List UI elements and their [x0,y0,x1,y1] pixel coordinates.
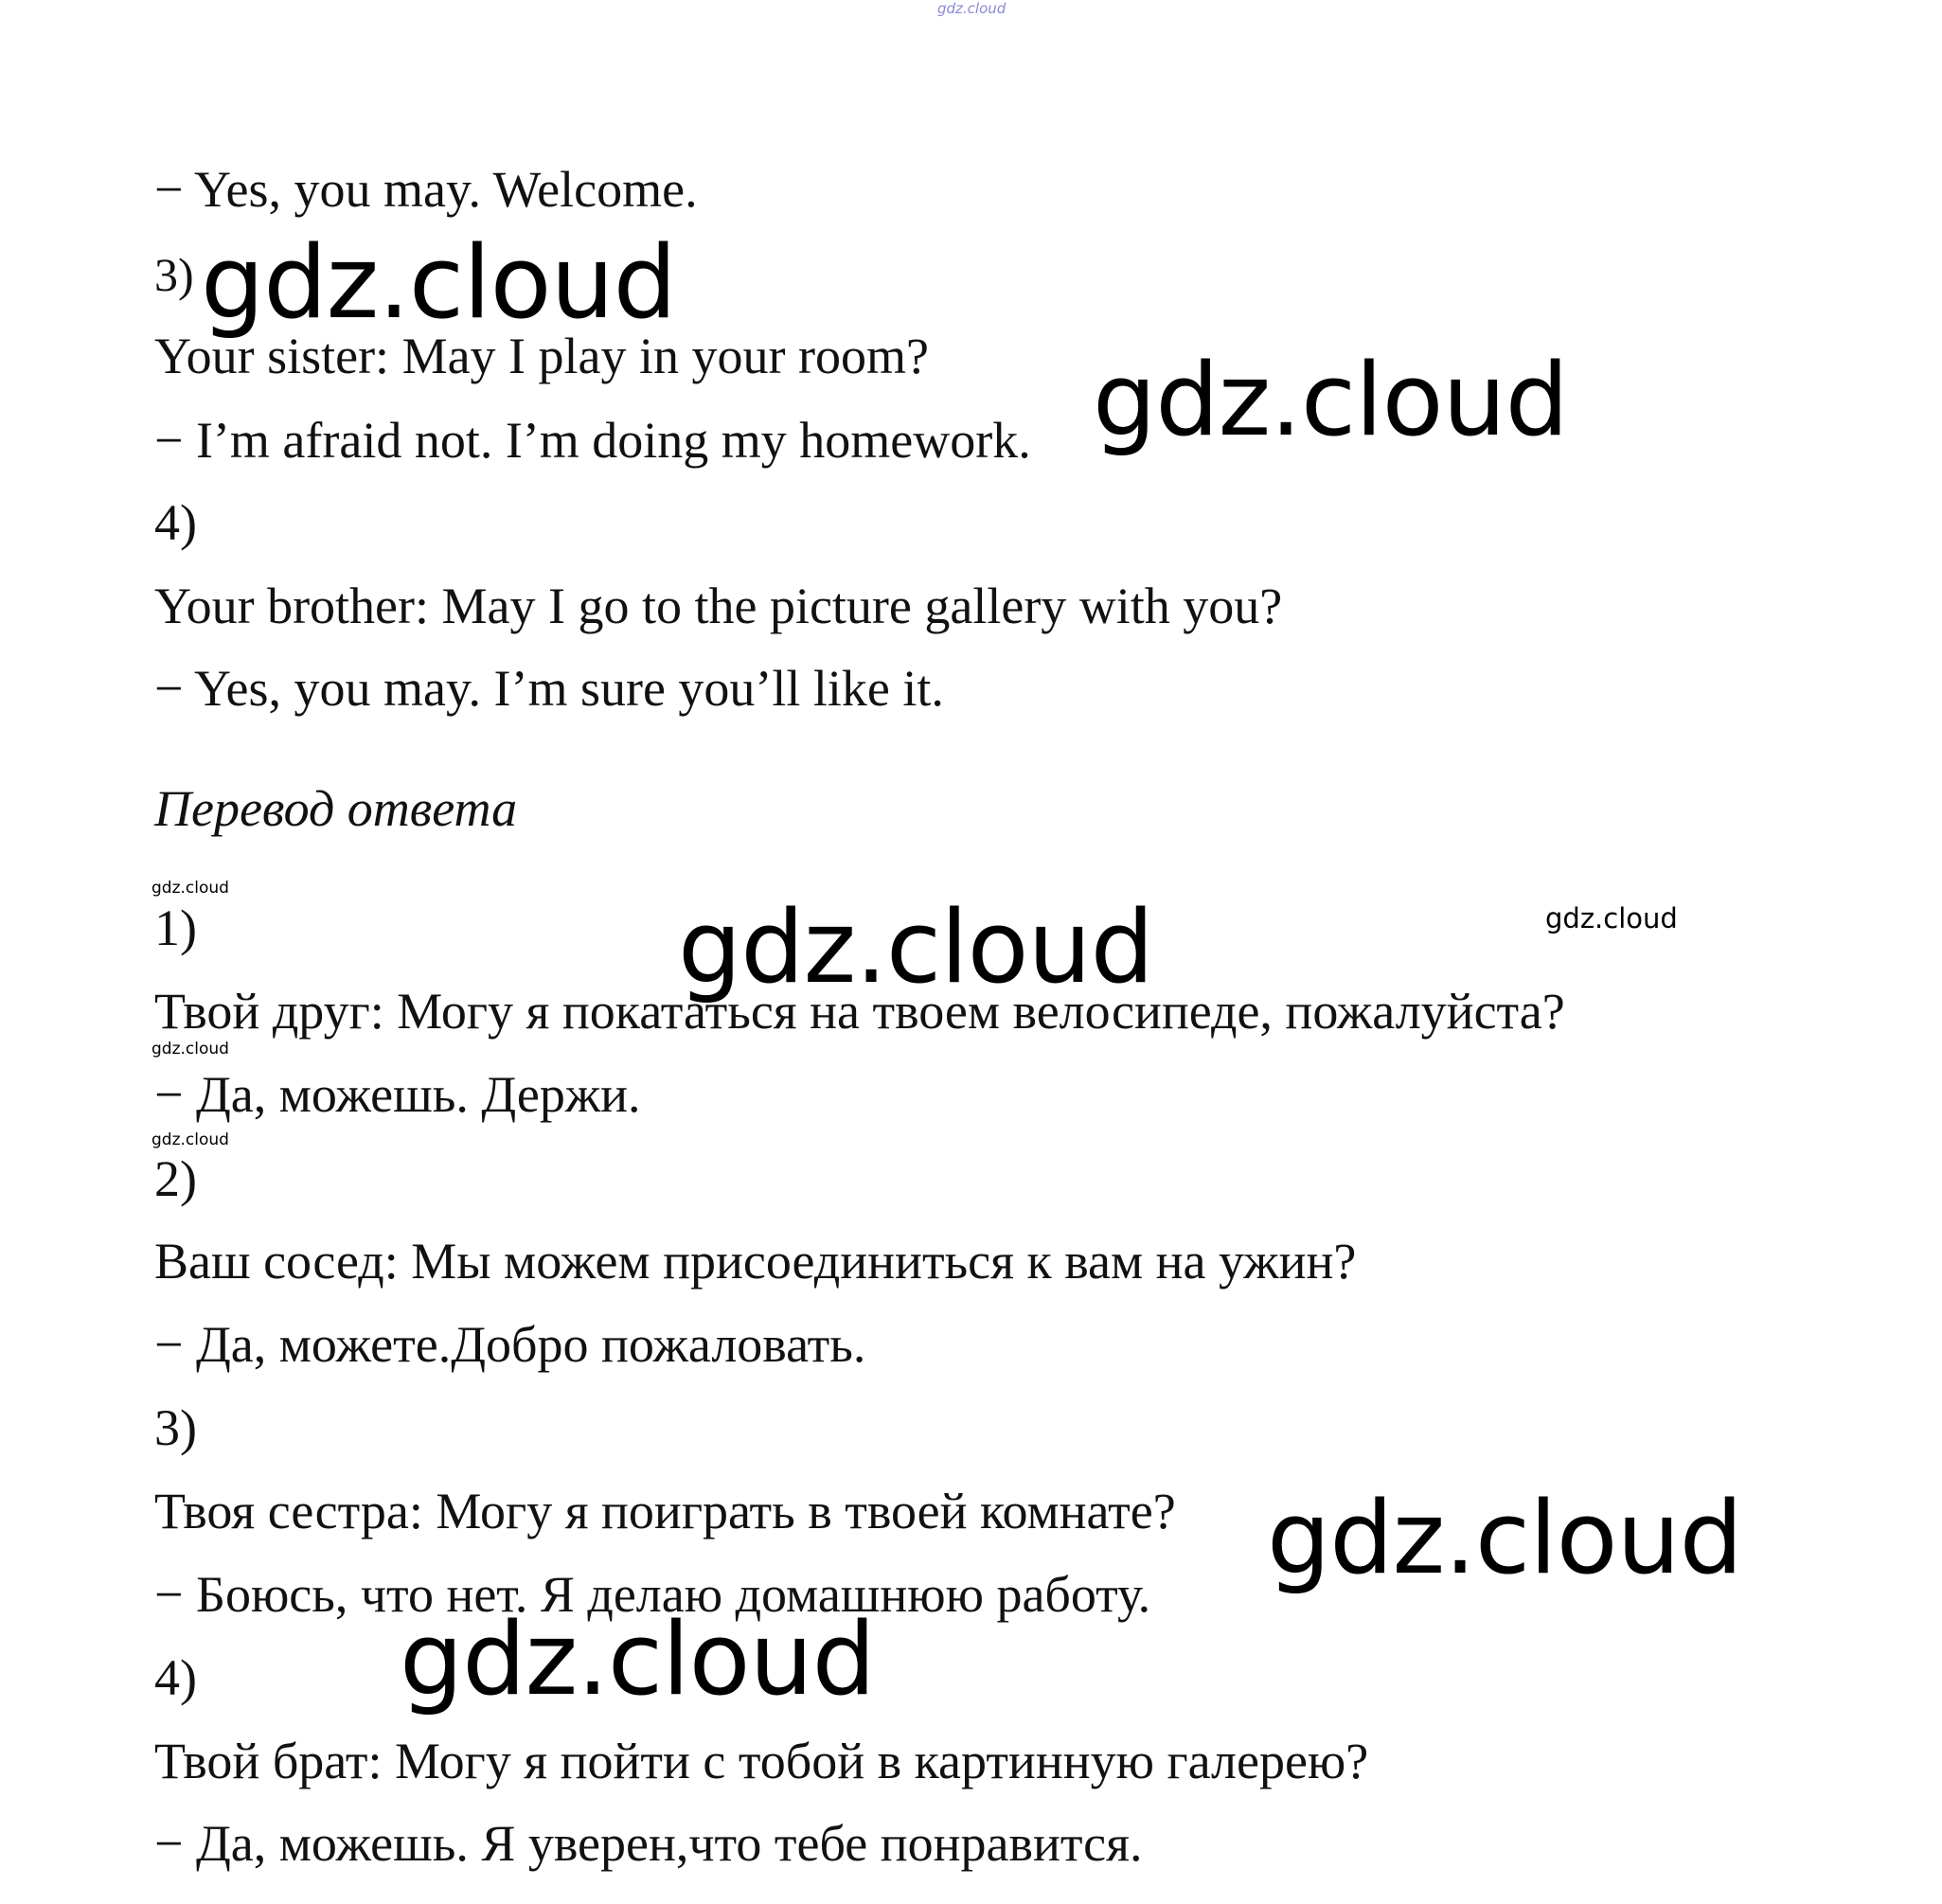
watermark-large: gdz.cloud [1093,342,1568,458]
dialogue-question: Твой друг: Могу я покататься на твоем велосипеде, пожалуйста? [154,983,1565,1040]
watermark-small: gdz.cloud [151,1040,229,1059]
answer-line: − I’m afraid not. I’m doing my homework. [154,412,1031,469]
answer-line: − Yes, you may. I’m sure you’ll like it. [154,660,944,717]
item-number: 2) [154,1150,197,1207]
watermark-large: gdz.cloud [201,224,676,341]
item-number: 3) [154,1399,197,1456]
item-number: 3) [154,248,194,301]
translation-heading: Перевод ответа [154,780,518,837]
answer-line: − Да, можешь. Я уверен,что тебе понравится. [154,1815,1143,1872]
item-number: 1) [154,899,197,956]
answer-line: − Да, можете.Добро пожаловать. [154,1316,866,1373]
dialogue-question: Твой брат: Могу я пойти с тобой в картинную галерею? [154,1733,1369,1789]
item-number: 4) [154,494,197,551]
answer-line: − Да, можешь. Держи. [154,1066,641,1123]
answer-line: − Боюсь, что нет. Я делаю домашнюю работу. [154,1566,1151,1623]
dialogue-question: Your sister: May I play in your room? [154,328,929,384]
answer-line: − Yes, you may. Welcome. [154,161,698,218]
watermark-large: gdz.cloud [1267,1480,1742,1596]
watermark-medium: gdz.cloud [1545,902,1678,934]
dialogue-question: Твоя сестра: Могу я поиграть в твоей комнате? [154,1483,1176,1539]
watermark-top: gdz.cloud [937,0,1007,17]
watermark-large: gdz.cloud [678,889,1153,1005]
dialogue-question: Your brother: May I go to the picture gallery with you? [154,578,1283,634]
watermark-large: gdz.cloud [400,1601,875,1717]
dialogue-question: Ваш сосед: Мы можем присоединиться к вам на ужин? [154,1233,1357,1290]
watermark-small: gdz.cloud [151,1130,229,1149]
item-number: 4) [154,1649,197,1706]
watermark-small: gdz.cloud [151,879,229,898]
